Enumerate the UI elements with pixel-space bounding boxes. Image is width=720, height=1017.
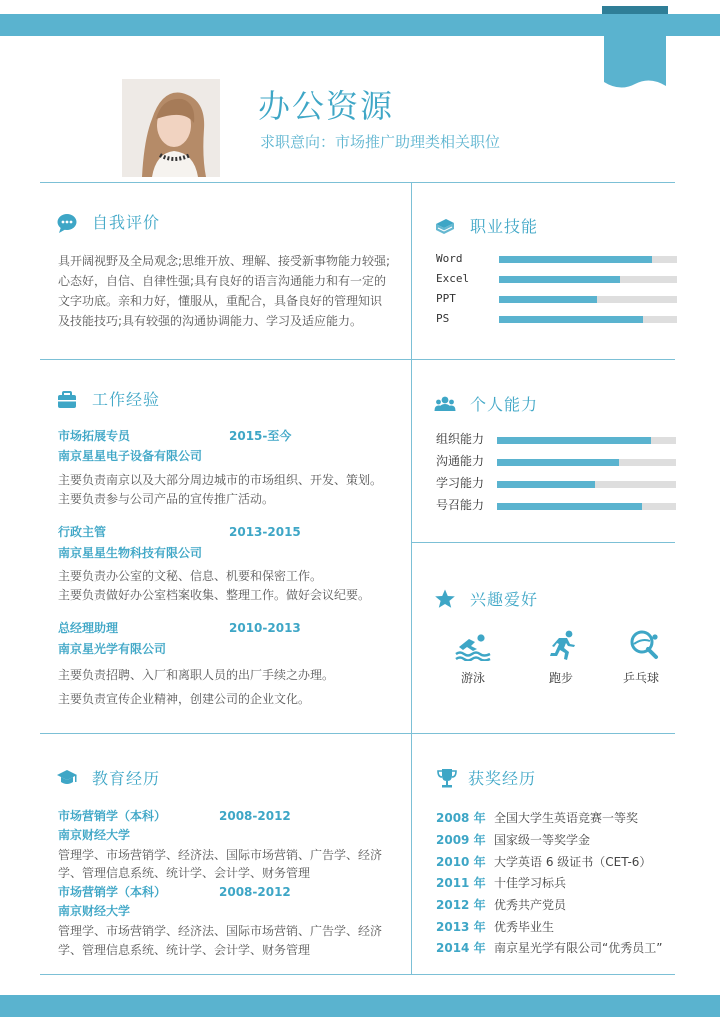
education-courses: 学、管理信息系统、统计学、会计学、财务管理 [58, 943, 311, 957]
job-company: 南京星光学有限公司 [58, 642, 167, 656]
section-title-self-evaluation: 自我评价 [92, 213, 161, 232]
job-duty: 主要负责宣传企业精神，创建公司的企业文化。 [58, 692, 311, 706]
ability-bar-fill [497, 481, 595, 488]
divider [412, 542, 675, 543]
ability-bar [497, 437, 676, 444]
award-year: 2009 年 [436, 833, 486, 847]
column-divider [411, 182, 412, 974]
education-courses: 管理学、市场营销学、经济法、国际市场营销、广告学、经济 [58, 848, 383, 862]
section-title-skills: 职业技能 [470, 217, 539, 236]
divider [40, 733, 675, 734]
education-courses: 学、管理信息系统、统计学、会计学、财务管理 [58, 866, 311, 880]
section-title-education: 教育经历 [92, 769, 161, 788]
award-text: 国家级一等奖学金 [494, 833, 591, 847]
job-company: 南京星星电子设备有限公司 [58, 449, 203, 463]
chat-bubble-icon [56, 212, 78, 234]
job-company: 南京星星生物科技有限公司 [58, 546, 203, 560]
job-period: 2010-2013 [229, 621, 301, 635]
ability-bar [497, 481, 676, 488]
trophy-icon [436, 767, 458, 789]
skill-bar [499, 256, 677, 263]
award-year: 2010 年 [436, 855, 486, 869]
skill-bar [499, 276, 677, 283]
award-text: 优秀共产党员 [494, 898, 567, 912]
bookmark-ribbon-icon [602, 6, 668, 90]
self-evaluation-text [58, 251, 403, 331]
people-icon [434, 393, 456, 415]
education-period: 2008-2012 [219, 885, 291, 899]
graduation-cap-icon [56, 767, 78, 789]
education-major: 市场营销学（本科） [58, 885, 167, 899]
section-title-awards: 获奖经历 [468, 769, 537, 788]
ability-label: 沟通能力 [436, 454, 485, 468]
section-title-work-experience: 工作经验 [92, 390, 161, 409]
skill-label: Word [436, 252, 463, 265]
briefcase-icon [56, 389, 78, 411]
paragraph-line: 文字功底。亲和力好，懂服从，重配合，具备良好的管理知识 [58, 294, 383, 308]
award-text: 大学英语 6 级证书（CET-6） [494, 855, 652, 869]
hobby-label: 乒乓球 [622, 671, 659, 685]
education-period: 2008-2012 [219, 809, 291, 823]
job-objective: 求职意向：市场推广助理类相关职位 [260, 133, 501, 151]
bottom-banner [0, 995, 720, 1017]
paragraph-line: 具开阔视野及全局观念;思维开放、理解、接受新事物能力较强; [58, 254, 391, 268]
skill-bar-fill [499, 316, 643, 323]
job-title: 总经理助理 [58, 621, 119, 635]
award-text: 南京星光学有限公司“优秀员工” [494, 941, 663, 955]
running-icon [547, 629, 579, 661]
skill-bar-fill [499, 276, 620, 283]
award-year: 2011 年 [436, 876, 486, 890]
skill-label: Excel [436, 272, 470, 285]
job-period: 2015-至今 [229, 429, 292, 443]
ability-bar-fill [497, 459, 619, 466]
job-title: 行政主管 [58, 525, 107, 539]
award-text: 优秀毕业生 [494, 920, 555, 934]
divider [40, 359, 675, 360]
hobby-label: 游泳 [460, 671, 485, 685]
ability-bar [497, 503, 676, 510]
education-major: 市场营销学（本科） [58, 809, 167, 823]
education-school: 南京财经大学 [58, 828, 131, 842]
award-year: 2014 年 [436, 941, 486, 955]
award-year: 2013 年 [436, 920, 486, 934]
award-text: 十佳学习标兵 [494, 876, 567, 890]
book-icon [434, 215, 456, 237]
ping-pong-icon [628, 629, 660, 661]
skill-bar-fill [499, 256, 652, 263]
job-duty: 主要负责招聘、入厂和离职人员的出厂手续之办理。 [58, 668, 335, 682]
education-school: 南京财经大学 [58, 904, 131, 918]
paragraph-line: 心态好，自信、自律性强;具有良好的语言沟通能力和有一定的 [58, 274, 387, 288]
award-year: 2008 年 [436, 811, 486, 825]
award-year: 2012 年 [436, 898, 486, 912]
divider [40, 182, 675, 183]
section-title-hobbies: 兴趣爱好 [470, 590, 539, 609]
ability-bar-fill [497, 503, 642, 510]
ability-label: 学习能力 [436, 476, 485, 490]
hobby-label: 跑步 [548, 671, 573, 685]
education-courses: 管理学、市场营销学、经济法、国际市场营销、广告学、经济 [58, 924, 383, 938]
skill-label: PS [436, 312, 450, 325]
skill-bar [499, 316, 677, 323]
ability-label: 组织能力 [436, 432, 485, 446]
divider [40, 974, 675, 975]
avatar [122, 79, 220, 177]
award-text: 全国大学生英语竞赛一等奖 [494, 811, 639, 825]
ability-label: 号召能力 [436, 498, 485, 512]
candidate-name: 办公资源 [258, 87, 395, 125]
skill-label: PPT [436, 292, 456, 305]
job-duty: 主要负责参与公司产品的宣传推广活动。 [58, 492, 275, 506]
section-title-abilities: 个人能力 [470, 395, 539, 414]
swimming-icon [455, 631, 491, 661]
job-duty: 主要负责做好办公室档案收集、整理工作。做好会议纪要。 [58, 588, 371, 602]
paragraph-line: 及技能技巧;具有较强的沟通协调能力、学习及适应能力。 [58, 314, 363, 328]
star-icon [434, 588, 456, 610]
job-period: 2013-2015 [229, 525, 301, 539]
skill-bar-fill [499, 296, 597, 303]
job-title: 市场拓展专员 [58, 429, 131, 443]
job-duty: 主要负责办公室的文秘、信息、机要和保密工作。 [58, 569, 323, 583]
job-duty: 主要负责南京以及大部分周边城市的市场组织、开发、策划。 [58, 473, 383, 487]
ability-bar [497, 459, 676, 466]
ability-bar-fill [497, 437, 651, 444]
skill-bar [499, 296, 677, 303]
